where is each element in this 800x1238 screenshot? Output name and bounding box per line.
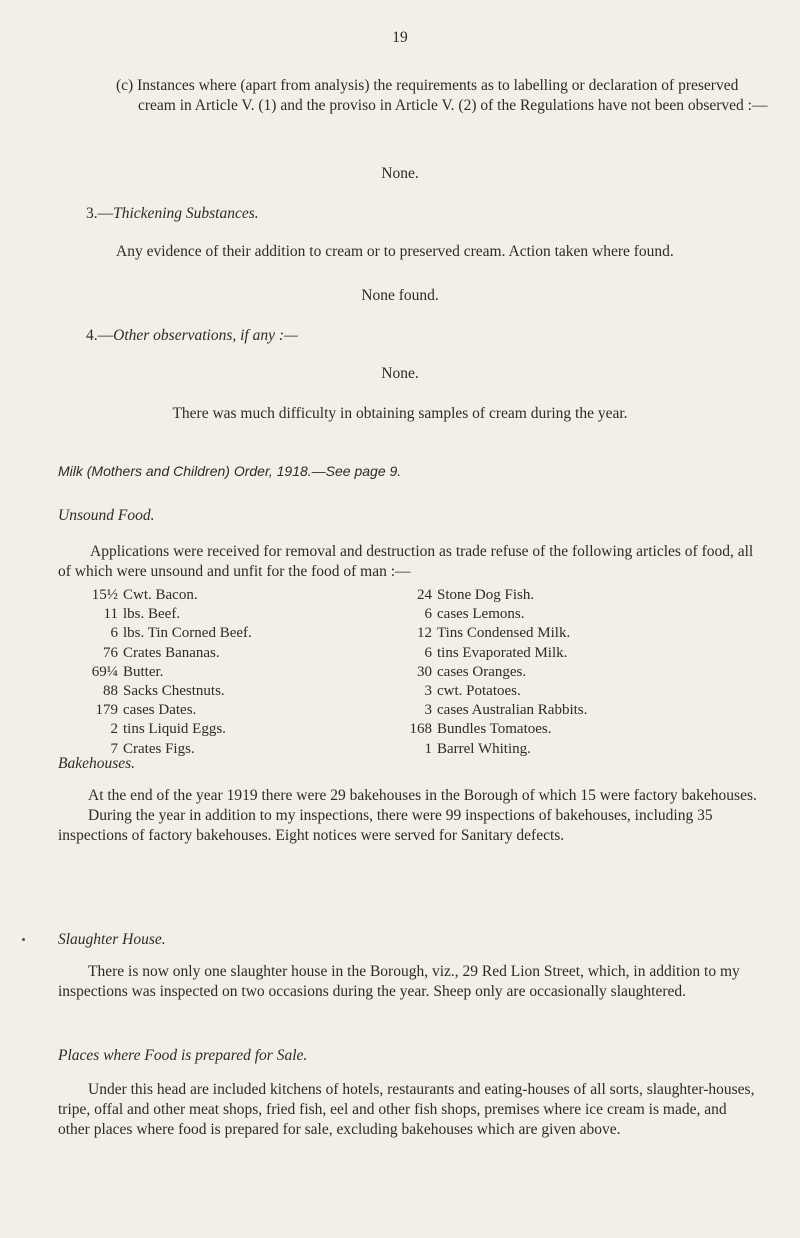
food-item-name: tins Liquid Eggs. <box>123 721 226 738</box>
food-list-item <box>84 644 404 663</box>
section-c-text: Instances where (apart from analysis) the requirements as to labelling or declaration of preserved cream in Article V. (1) and the proviso in Article V. (2) of the Regulations have not been observed :— <box>137 77 768 114</box>
bakehouses-para-2: During the year in addition to my inspections, there were 99 inspections of bakehouses, including 35 inspections of factory bakehouses. Eight notices were served for Sanitary defects. <box>58 807 713 844</box>
section-4-heading <box>86 326 776 346</box>
margin-mark <box>22 938 25 941</box>
section-3-title: Thickening Substances. <box>113 205 259 222</box>
section-c-result: None. <box>381 165 419 182</box>
food-item-name: cases Lemons. <box>437 606 525 623</box>
food-item-name: Sacks Chestnuts. <box>123 683 225 700</box>
unsound-food-intro <box>58 542 762 582</box>
bakehouses-heading: Bakehouses. <box>58 755 136 772</box>
food-item-name: cwt. Potatoes. <box>437 683 521 700</box>
food-item-name: Bundles Tomatoes. <box>437 721 552 738</box>
unsound-food-intro-text: Applications were received for removal and destruction as trade refuse of the following articles of food, all of which were unsound and unfit for the food of man :— <box>58 543 754 580</box>
places-food-body <box>58 1080 758 1140</box>
unsound-food-left-list <box>84 586 404 759</box>
food-item-quantity: 15½ <box>91 587 118 603</box>
food-item-quantity: 1 <box>424 740 432 757</box>
food-item-quantity: 6 <box>424 606 432 623</box>
food-list-item <box>392 663 752 682</box>
section-c <box>116 76 776 116</box>
section-4-title: Other observations, if any :— <box>113 327 298 344</box>
food-item-quantity: 69¼ <box>91 663 118 680</box>
places-food-para: Under this head are included kitchens of hotels, restaurants and eating-houses of all sorts, slaughter-houses, tripe, offal and other meat shops, fried fish, eel and other fish shops, premises where ice cream is made, and other places where food is prepared for sale, excluding bakehouses which are given above. <box>58 1081 755 1138</box>
food-list-item <box>84 663 404 682</box>
food-item-name: Barrel Whiting. <box>437 740 531 757</box>
food-item-name: Tins Condensed Milk. <box>437 625 571 642</box>
food-item-name: cases Australian Rabbits. <box>437 702 588 719</box>
food-item-quantity: 3 <box>424 702 432 719</box>
food-item-quantity: 179 <box>95 702 118 719</box>
food-list-item <box>392 682 752 701</box>
food-item-quantity: 6 <box>110 625 118 642</box>
food-item-quantity: 11 <box>103 606 118 623</box>
food-item-quantity: 30 <box>417 663 432 680</box>
food-item-name: cases Dates. <box>123 702 197 719</box>
food-item-quantity: 2 <box>110 721 118 738</box>
food-list-item <box>392 624 752 643</box>
section-4-number: 4.— <box>86 327 114 344</box>
food-list-item <box>84 720 404 739</box>
section-3-number: 3.— <box>86 205 114 222</box>
bakehouses-para-1: At the end of the year 1919 there were 29 bakehouses in the Borough of which 15 were factory bakehouses. <box>88 787 757 804</box>
food-item-name: Cwt. Bacon. <box>123 587 198 603</box>
unsound-food-heading: Unsound Food. <box>58 507 155 524</box>
section-3-paragraph: Any evidence of their addition to cream or to preserved cream. Action taken where found. <box>116 243 674 260</box>
food-item-name: Crates Figs. <box>123 740 195 757</box>
places-food-heading: Places where Food is prepared for Sale. <box>58 1047 308 1064</box>
food-item-name: cases Oranges. <box>437 663 527 680</box>
food-item-name: lbs. Tin Corned Beef. <box>123 625 252 642</box>
food-item-quantity: 12 <box>417 625 432 642</box>
food-list-item <box>84 701 404 720</box>
section-c-label: (c) <box>116 77 134 94</box>
food-list-item <box>84 624 404 643</box>
section-3-result: None found. <box>361 287 439 304</box>
cream-difficulty: There was much difficulty in obtaining samples of cream during the year. <box>172 405 628 422</box>
food-list-item <box>84 605 404 624</box>
food-item-quantity: 88 <box>103 683 118 700</box>
food-list-item <box>392 701 752 720</box>
unsound-food-right-list <box>392 586 752 759</box>
food-item-name: lbs. Beef. <box>123 606 181 623</box>
food-item-quantity: 3 <box>424 683 432 700</box>
section-4-result: None. <box>381 365 419 382</box>
page-number: 19 <box>392 29 408 46</box>
slaughter-house-para: There is now only one slaughter house in the Borough, viz., 29 Red Lion Street, which, in addition to my inspections was inspected on two occasions during the year. Sheep only are occasionally slaughtered. <box>58 963 740 1000</box>
food-item-name: Stone Dog Fish. <box>437 587 535 603</box>
food-list-item <box>392 644 752 663</box>
slaughter-house-heading: Slaughter House. <box>58 931 166 948</box>
bakehouses-body <box>58 786 758 846</box>
food-item-name: tins Evaporated Milk. <box>437 644 568 661</box>
section-3-text <box>116 242 756 262</box>
food-list-item <box>84 682 404 701</box>
milk-order: Milk (Mothers and Children) Order, 1918.—See page 9. <box>58 463 402 479</box>
food-item-quantity: 6 <box>424 644 432 661</box>
food-list-item <box>392 720 752 739</box>
food-item-quantity: 168 <box>409 721 432 738</box>
food-list-item <box>392 586 752 605</box>
slaughter-house-body <box>58 962 758 1002</box>
food-item-quantity: 24 <box>417 587 432 603</box>
food-item-quantity: 76 <box>103 644 118 661</box>
food-item-name: Crates Bananas. <box>123 644 220 661</box>
food-list-item <box>392 605 752 624</box>
section-3-heading <box>86 204 776 224</box>
food-list-item <box>84 586 404 605</box>
food-item-name: Butter. <box>123 663 164 680</box>
food-item-quantity: 7 <box>110 740 118 757</box>
